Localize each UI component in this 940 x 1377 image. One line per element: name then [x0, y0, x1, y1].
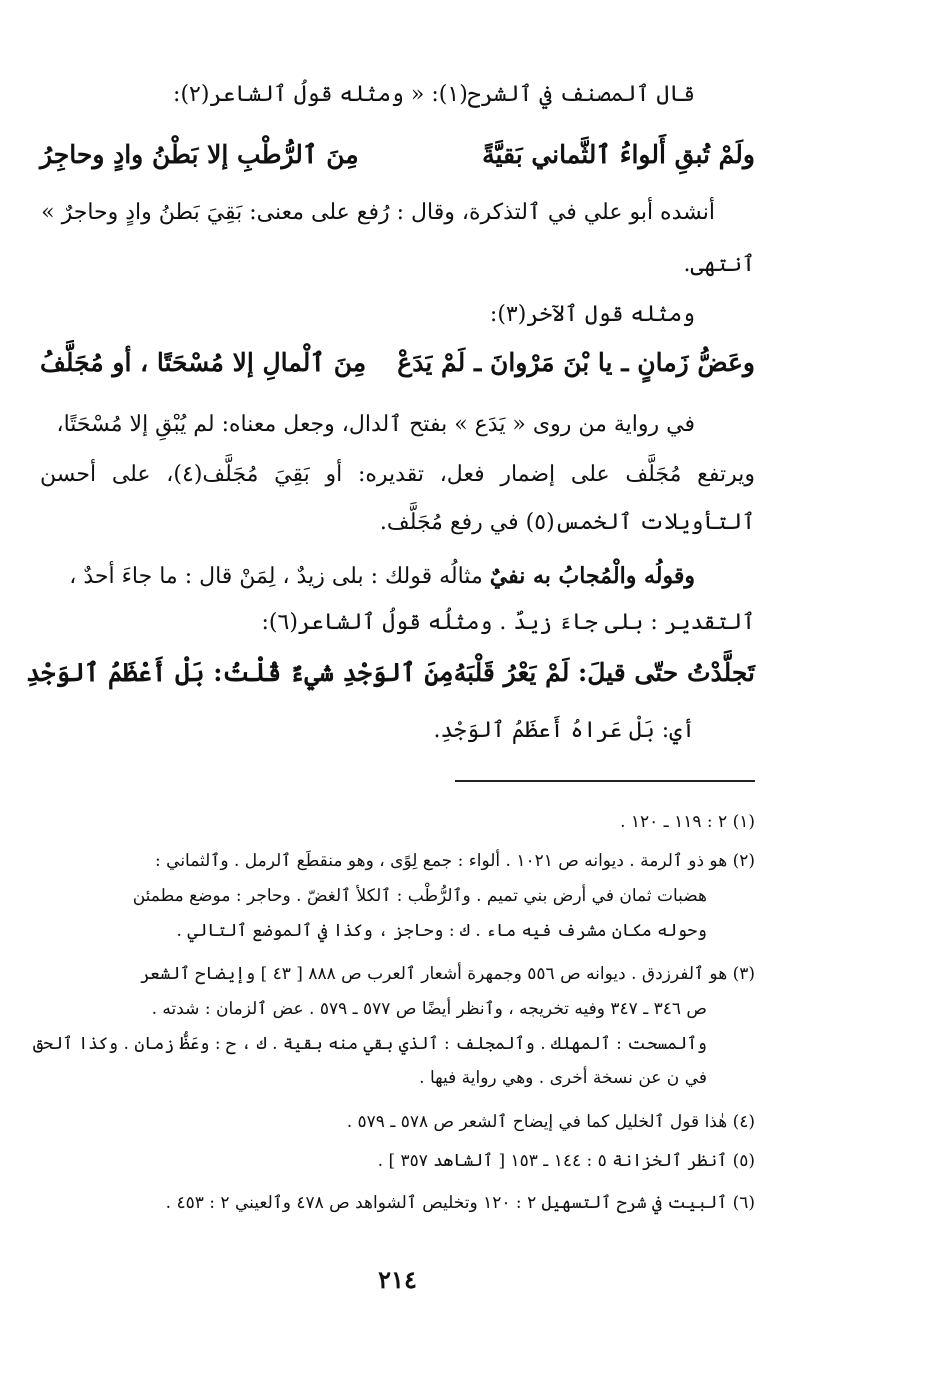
footnote-2-line-2: هضبات ثمان في أرض بني تميم . وٱلرُّطْب : ٱلكلأ ٱلغضّ . وحاجر : موضع مطمئن	[132, 886, 707, 906]
footnote-2-line-1: (٢) هو ذو ٱلرمة . ديوانه ص ١٠٢١ . ألواء : جمع لِوًى ، وهو منقطَع ٱلرمل . وٱلثماني :	[155, 851, 755, 871]
paragraph-3-line-2: ويرتفع مُجَلَّف على إضمار فعل، تقديره: أو بَقِيَ مُجَلَّف(٤)، على أحسن	[40, 462, 755, 487]
paragraph-3-line-1: في رواية من روى « يَدَع » بفتح ٱلدال، وجعل معناه: لم يُبْقِ إلا مُسْحَتًا،	[56, 412, 695, 437]
footnote-1: (١) ٢ : ١١٩ ـ ١٢٠ .	[620, 812, 755, 832]
verse-3-second-hemistich: مِنَ ٱلوَجْدِ شيءٌ قُلْتُ: بَلْ أَعْظَمُ ٱلوَجْدِ	[26, 658, 454, 687]
footnote-3-line-3: وٱلمسحت : ٱلمهلك . وٱلمجلف : ٱلذي بقي منه بقية . ك ، ح : وعَظُّ زمان . وكذا ٱلحق	[33, 1034, 707, 1054]
intro-line: قال ٱلمصنف في ٱلشرح(١): « ومثله قولُ ٱلشاعر(٢):	[173, 82, 695, 107]
paragraph-4-line-1-rest: مثالُه قولك : بلى زيدٌ ، لِمَنْ قال : ما جاءَ أحدٌ ،	[69, 564, 490, 589]
verse-3	[26, 658, 755, 687]
footnote-2-line-3: وحوله مكان مشرف فيه ماء . ك : وحاجز ، وكذا في ٱلموضع ٱلتالي .	[176, 921, 707, 941]
paragraph-4-bold-phrase: وقولُه والْمُجابُ به نفيٌ	[489, 563, 695, 589]
verse-2-first-hemistich: وعَضُّ زَمانٍ ـ يا بْنَ مَرْوانَ ـ لَمْ يَدَعْ	[397, 348, 755, 377]
page-content	[26, 70, 755, 1340]
verse-1-second-hemistich: مِنَ ٱلرُّطْبِ إلا بَطْنُ وادٍ وحاجِرُ	[40, 140, 359, 169]
paragraph-4-line-2: ٱلتقدير : بلى جاءَ زيدٌ . ومثلُه قولُ ٱلشاعر(٦):	[261, 610, 755, 635]
paragraph-3-line-3: ٱلتأويلات ٱلخمس(٥) في رفع مُجَلَّف.	[379, 510, 755, 535]
page-number: ٢١٤	[378, 1265, 417, 1294]
footnote-3-line-1: (٣) هو ٱلفرزدق . ديوانه ص ٥٥٦ وجمهرة أشعار ٱلعرب ص ٨٨٨ [ ٤٣ ] وإيضاح ٱلشعر	[140, 964, 755, 984]
paragraph-1-line-2: ٱنتهى.	[683, 252, 755, 277]
footnote-divider	[455, 780, 755, 782]
footnote-3-line-4: في ن عن نسخة أخرى . وهي رواية فيها .	[419, 1068, 707, 1088]
footnote-5: (٥) ٱنظر ٱلخزانة ٥ : ١٤٤ ـ ١٥٣ [ ٱلشاهد ٣٥٧ ] .	[377, 1151, 755, 1171]
paragraph-4-line-1	[69, 563, 695, 589]
paragraph-1-line-1: أنشده أبو علي في ٱلتذكرة، وقال : رُفع على معنى: بَقِيَ بَطنُ وادٍ وحاجرٌ »	[41, 200, 715, 225]
verse-2	[40, 348, 755, 377]
verse-1-first-hemistich: ولَمْ تُبقِ أَلواءُ ٱلثَّماني بَقيَّةً	[482, 140, 755, 169]
verse-1	[40, 140, 755, 169]
verse-2-second-hemistich: مِنَ ٱلْمالِ إلا مُسْحَتًا ، أو مُجَلَّفُ	[40, 348, 367, 377]
verse-3-first-hemistich: تَجلَّدْتُ حتّى قيلَ: لَمْ يَعْرُ قَلْبَهُ	[453, 658, 755, 687]
footnote-4: (٤) هٰذا قول ٱلخليل كما في إيضاح ٱلشعر ص ٥٧٨ ـ ٥٧٩ .	[346, 1112, 755, 1132]
footnote-6: (٦) ٱلبيت في شرح ٱلتسهيل ٢ : ١٢٠ وتخليص ٱلشواهد ص ٤٧٨ وٱلعيني ٢ : ٤٥٣ .	[165, 1193, 755, 1213]
paragraph-2: ومثله قول ٱلآخر(٣):	[489, 302, 695, 327]
paragraph-5: أي: بَلْ عَراهُ أَعظَمُ ٱلوَجْدِ.	[433, 718, 695, 743]
footnote-3-line-2: ص ٣٤٦ ـ ٣٤٧ وفيه تخريجه ، وٱنظر أيضًا ص ٥٧٧ ـ ٥٧٩ . عض ٱلزمان : شدته .	[151, 999, 707, 1019]
